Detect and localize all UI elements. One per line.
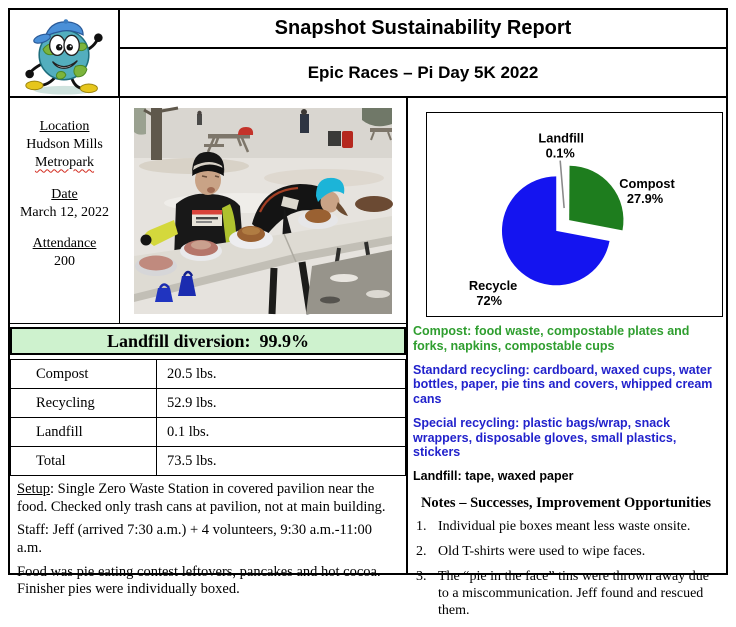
landfill-leader-line bbox=[560, 161, 564, 209]
report-page bbox=[8, 8, 728, 575]
recycle-slice-pct: 72% bbox=[476, 293, 502, 308]
compost-slice-label: Compost bbox=[619, 176, 675, 191]
special-recycling-items-text: Special recycling: plastic bags/wrap, snack wrappers, disposable gloves, small plastics, stickers bbox=[413, 416, 722, 460]
pie-slice-compost bbox=[569, 166, 623, 231]
attendance-value: 200 bbox=[10, 253, 119, 271]
location-value-line2: Metropark bbox=[35, 155, 94, 170]
row-value: 73.5 lbs. bbox=[157, 447, 406, 476]
event-info-panel bbox=[10, 98, 120, 323]
landfill-items-text: Landfill: tape, waxed paper bbox=[413, 469, 722, 484]
diversion-table bbox=[10, 359, 406, 476]
diversion-header: Landfill diversion: 99.9% bbox=[10, 327, 406, 355]
running-earth-mascot-icon bbox=[14, 11, 114, 95]
row-value: 0.1 lbs. bbox=[157, 418, 406, 447]
landfill-slice-label: Landfill bbox=[538, 131, 584, 146]
logo-cell bbox=[10, 10, 120, 96]
date-label: Date bbox=[10, 186, 119, 204]
notes-list bbox=[416, 518, 720, 619]
table-row bbox=[11, 360, 406, 389]
event-photo bbox=[120, 98, 406, 323]
row-label: Compost bbox=[11, 360, 157, 389]
row-label: Recycling bbox=[11, 389, 157, 418]
setup-label: Setup bbox=[17, 481, 50, 497]
table-row bbox=[11, 389, 406, 418]
right-column bbox=[408, 98, 726, 573]
location-label: Location bbox=[10, 118, 119, 136]
location-value: Hudson Mills Metropark bbox=[10, 136, 119, 172]
row-label: Total bbox=[11, 447, 157, 476]
row-label: Landfill bbox=[11, 418, 157, 447]
attendance-label: Attendance bbox=[10, 235, 119, 253]
setup-paragraph: Setup: Single Zero Waste Station in covered pavilion near the food. Checked only trash cans at pavilion, not at main building. bbox=[17, 481, 397, 516]
compost-slice-pct: 27.9% bbox=[627, 191, 664, 206]
waste-pie-chart bbox=[426, 112, 723, 317]
setup-notes bbox=[10, 476, 406, 601]
table-row bbox=[11, 418, 406, 447]
landfill-slice-pct: 0.1% bbox=[546, 146, 576, 161]
notes-section bbox=[408, 493, 726, 627]
list-item: Old T-shirts were used to wipe faces. bbox=[416, 543, 720, 560]
event-title: Epic Races – Pi Day 5K 2022 bbox=[120, 49, 726, 96]
report-title: Snapshot Sustainability Report bbox=[120, 10, 726, 49]
compost-items-text: Compost: food waste, compostable plates and forks, napkins, compostable cups bbox=[413, 324, 722, 354]
row-value: 52.9 lbs. bbox=[157, 389, 406, 418]
pie-contest-photo-illustration bbox=[134, 108, 392, 314]
table-row bbox=[11, 447, 406, 476]
waste-category-legend bbox=[408, 317, 726, 493]
food-paragraph: Food was pie eating contest leftovers, pancakes and hot cocoa. Finisher pies were individually boxed. bbox=[17, 564, 397, 599]
date-value: March 12, 2022 bbox=[10, 204, 119, 222]
list-item: The “pie in the face” tins were thrown away due to a miscommunication. Jeff found and rescued them. bbox=[416, 568, 720, 619]
title-cell bbox=[120, 10, 726, 96]
notes-heading: Notes – Successes, Improvement Opportunities bbox=[412, 495, 720, 512]
list-item: Individual pie boxes meant less waste onsite. bbox=[416, 518, 720, 535]
header bbox=[10, 10, 726, 98]
top-band bbox=[10, 98, 406, 324]
recycle-slice-label: Recycle bbox=[469, 278, 517, 293]
left-column bbox=[10, 98, 408, 573]
pie-chart-svg bbox=[427, 113, 721, 316]
staff-paragraph: Staff: Jeff (arrived 7:30 a.m.) + 4 volunteers, 9:30 a.m.-11:00 a.m. bbox=[17, 522, 397, 557]
row-value: 20.5 lbs. bbox=[157, 360, 406, 389]
content bbox=[10, 98, 726, 573]
standard-recycling-items-text: Standard recycling: cardboard, waxed cups, water bottles, paper, pie tins and covers, whipped cream cans bbox=[413, 363, 722, 407]
